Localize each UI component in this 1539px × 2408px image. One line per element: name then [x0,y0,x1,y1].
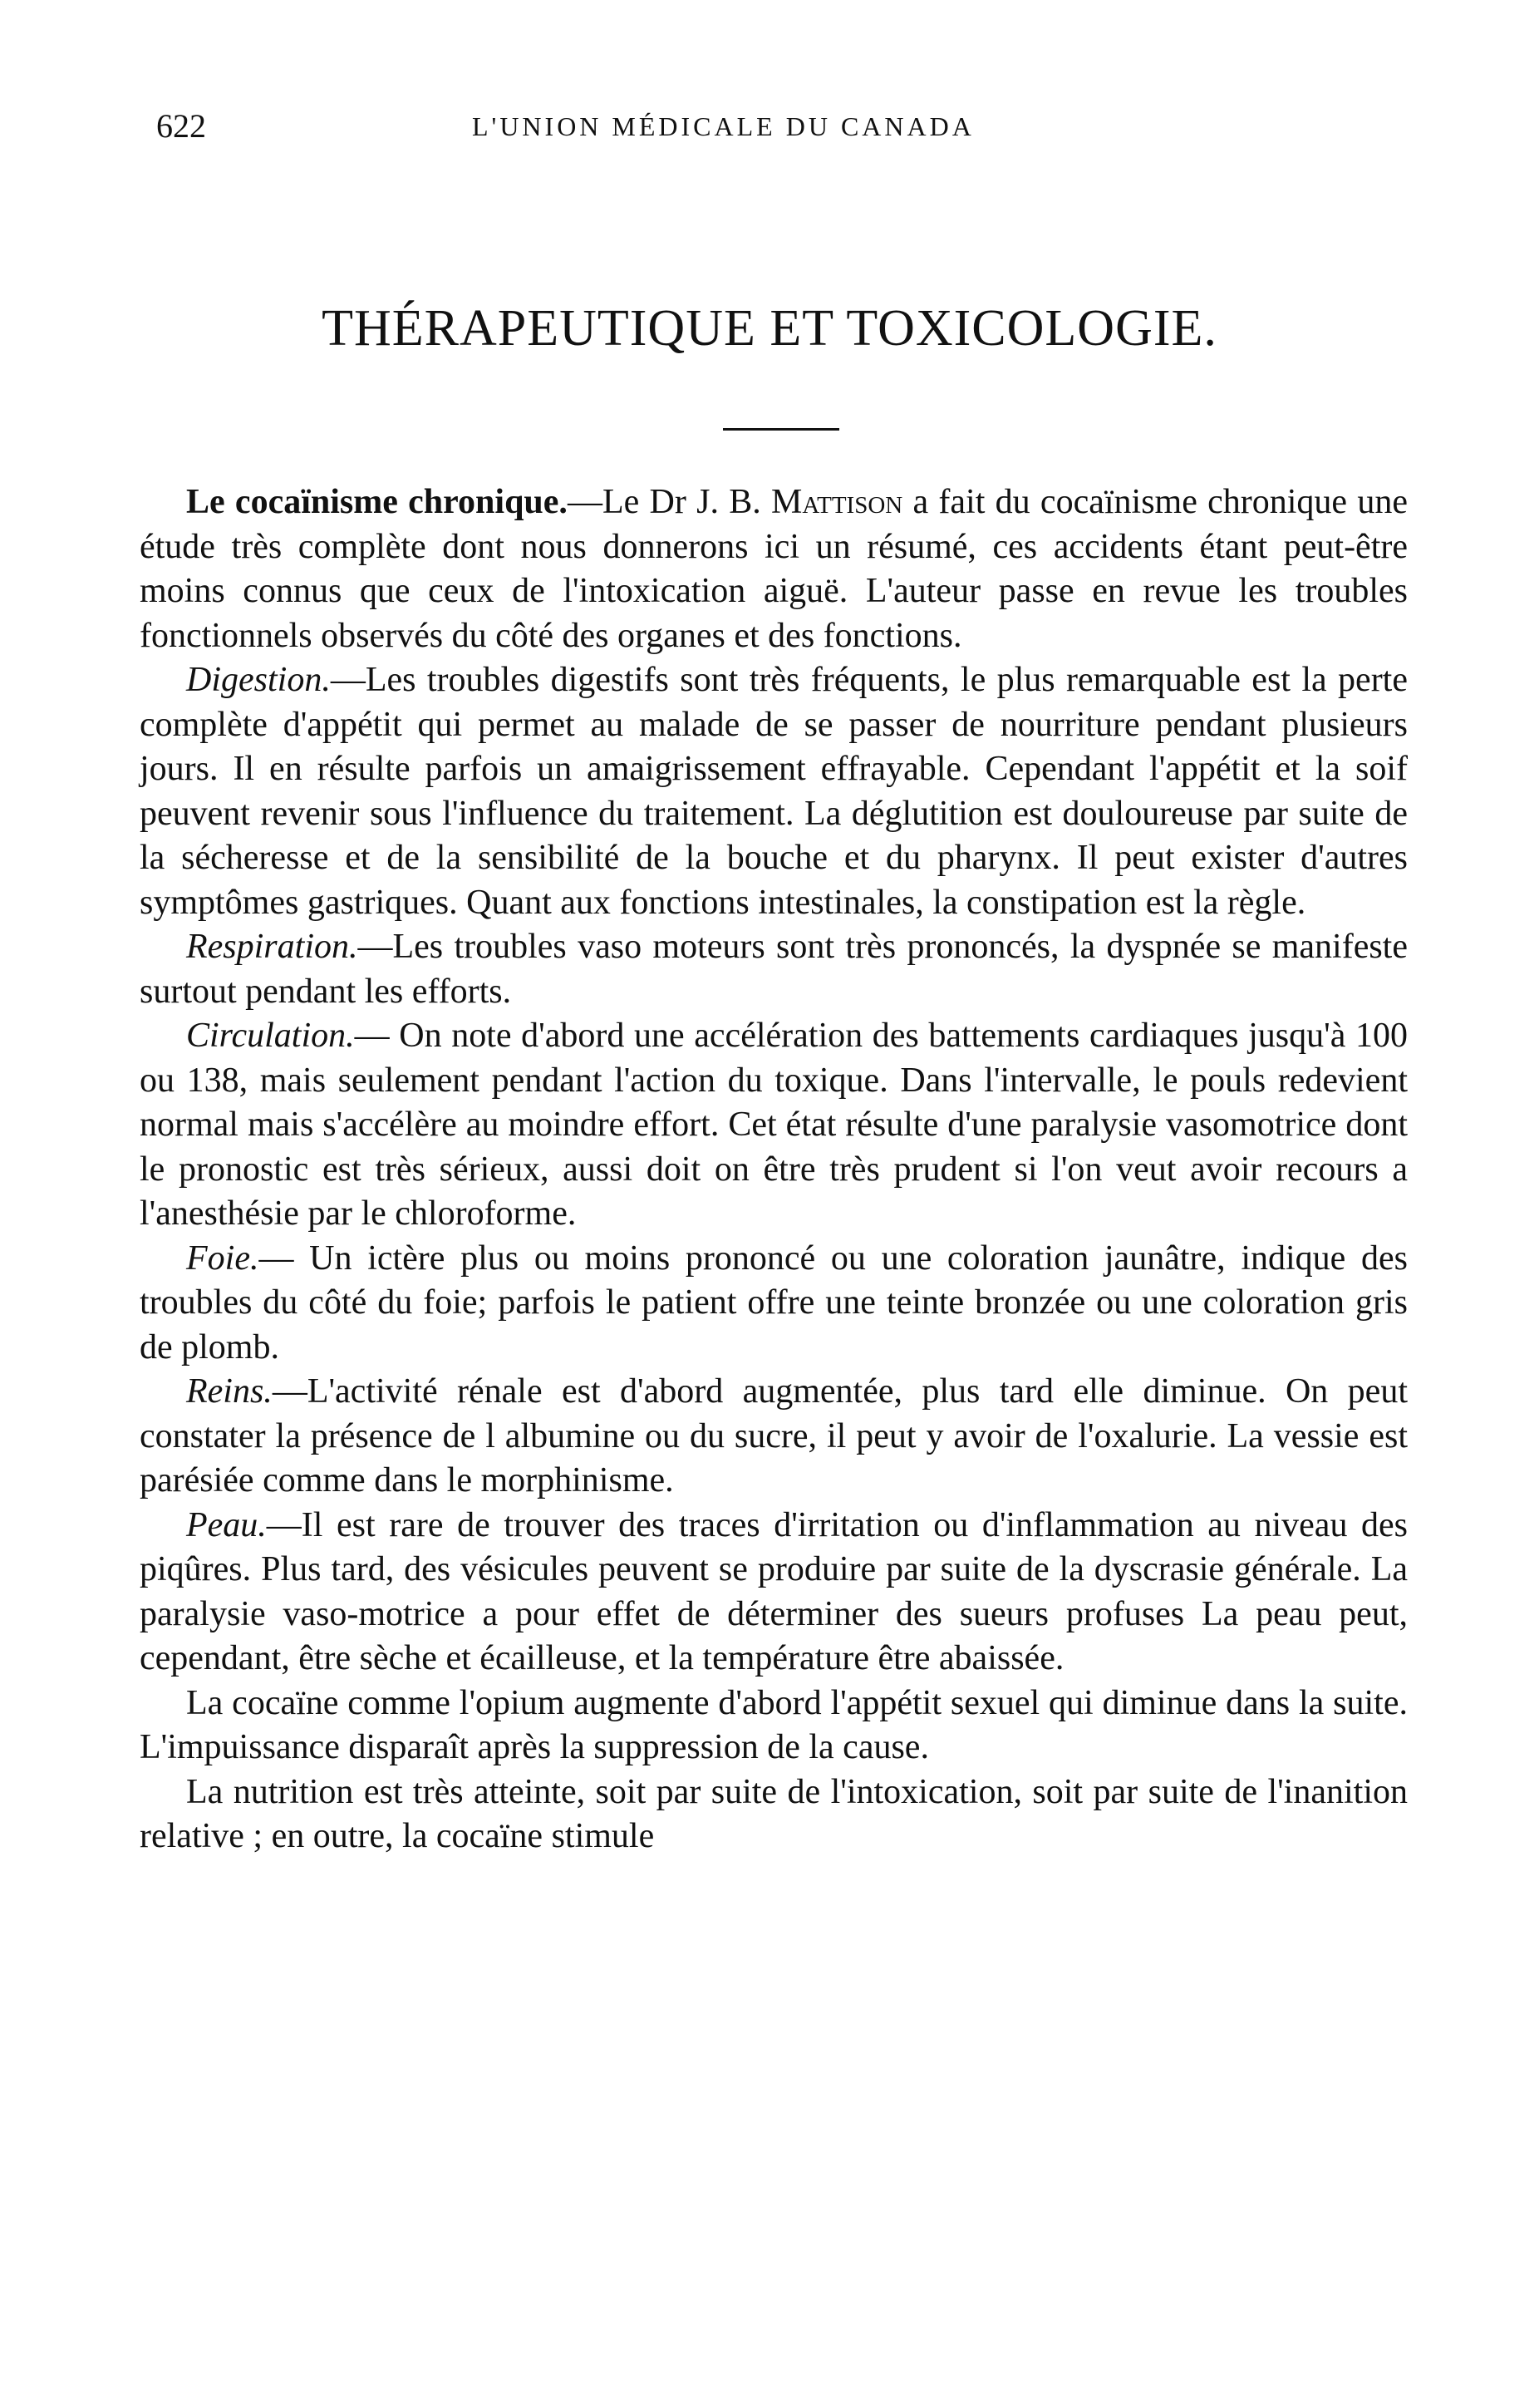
body-paragraph: La cocaïne comme l'opium augmente d'abord l'appétit sexuel qui diminue dans la suite. L'impuissance disparaît après la suppression de la cause. [140,1683,1408,1766]
body-paragraph: La nutrition est très atteinte, soit par suite de l'intoxication, soit par suite de l'inanition relative ; en outre, la cocaïne stimule [140,1772,1408,1855]
section-text: —Les troubles vaso moteurs sont très prononcés, la dyspnée se manifeste surtout pendant les efforts. [140,928,1408,1011]
section-label: Respiration. [186,928,358,966]
article-title: Le cocaïnisme chronique. [186,483,568,521]
section-label: Peau. [186,1505,267,1544]
section-text: — Un ictère plus ou moins prononcé ou une coloration jaunâtre, indique des troubles du côté du foie; parfois le patient offre une teinte bronzée ou une coloration gris de plomb. [140,1238,1408,1367]
section-peau [140,1504,1408,1682]
section-digestion [140,658,1408,925]
section-text: — On note d'abord une accélération des battements cardiaques jusqu'à 100 ou 138, mais seulement pendant l'action du toxique. Dans l'intervalle, le pouls redevient normal mais s'accélère au moindre effort. Cet état résulte d'une paralysie vasomotrice dont le pronostic est très sérieux, aussi doit on être très prudent si l'on veut avoir recours a l'anesthésie par le chloroforme. [140,1017,1408,1233]
section-foie [140,1237,1408,1371]
running-head [156,106,1386,156]
section-text: —Il est rare de trouver des traces d'irritation ou d'inflammation au niveau des piqûres. Plus tard, des vésicules peuvent se produire par suite de la dyscrasie générale. La paralysie vaso-motrice a pour effet de déterminer des sueurs profuses La peau peut, cependant, être sèche et écailleuse, et la température être abaissée. [140,1505,1408,1677]
title-divider [723,428,839,431]
author-name: Mattison [771,483,903,521]
journal-title: L'UNION MÉDICALE DU CANADA [472,111,975,141]
section-label: Circulation. [186,1017,355,1055]
intro-text-b: a fait du cocaïnisme chronique une étude très complète dont nous donnerons ici un résumé, ces accidents étant peut-être moins connus que ceux de l'intoxication aiguë. L'auteur passe en revue les troubles fonctionnels observés du côté des organes et des fonctions. [140,483,1408,655]
section-circulation [140,1014,1408,1237]
article-body [140,480,1408,1859]
intro-paragraph [140,480,1408,658]
section-label: Foie. [186,1238,259,1278]
section-respiration [140,925,1408,1014]
section-text: —Les troubles digestifs sont très fréquents, le plus remarquable est la perte complète d'appétit qui permet au malade de se passer de nourriture pendant plusieurs jours. Il en résulte parfois un amaigrissement effrayable. Cependant l'appétit et la soif peuvent revenir sous l'influence du traitement. La déglutition est douloureuse par suite de la sécheresse et de la sensibilité de la bouche et du pharynx. Il peut exister d'autres symptômes gastriques. Quant aux fonctions intestinales, la constipation est la règle. [140,661,1408,922]
section-title: THÉRAPEUTIQUE ET TOXICOLOGIE. [322,300,1217,357]
section-text: —L'activité rénale est d'abord augmentée, plus tard elle diminue. On peut constater la présence de l albumine ou du sucre, il peut y avoir de l'oxalurie. La vessie est parésiée comme dans le morphinisme. [140,1372,1408,1499]
section-label: Reins. [186,1372,273,1411]
intro-text-a: —Le Dr J. B. [567,483,772,521]
section-reins [140,1370,1408,1504]
section-label: Digestion. [186,661,331,699]
page-number: 622 [156,107,206,145]
